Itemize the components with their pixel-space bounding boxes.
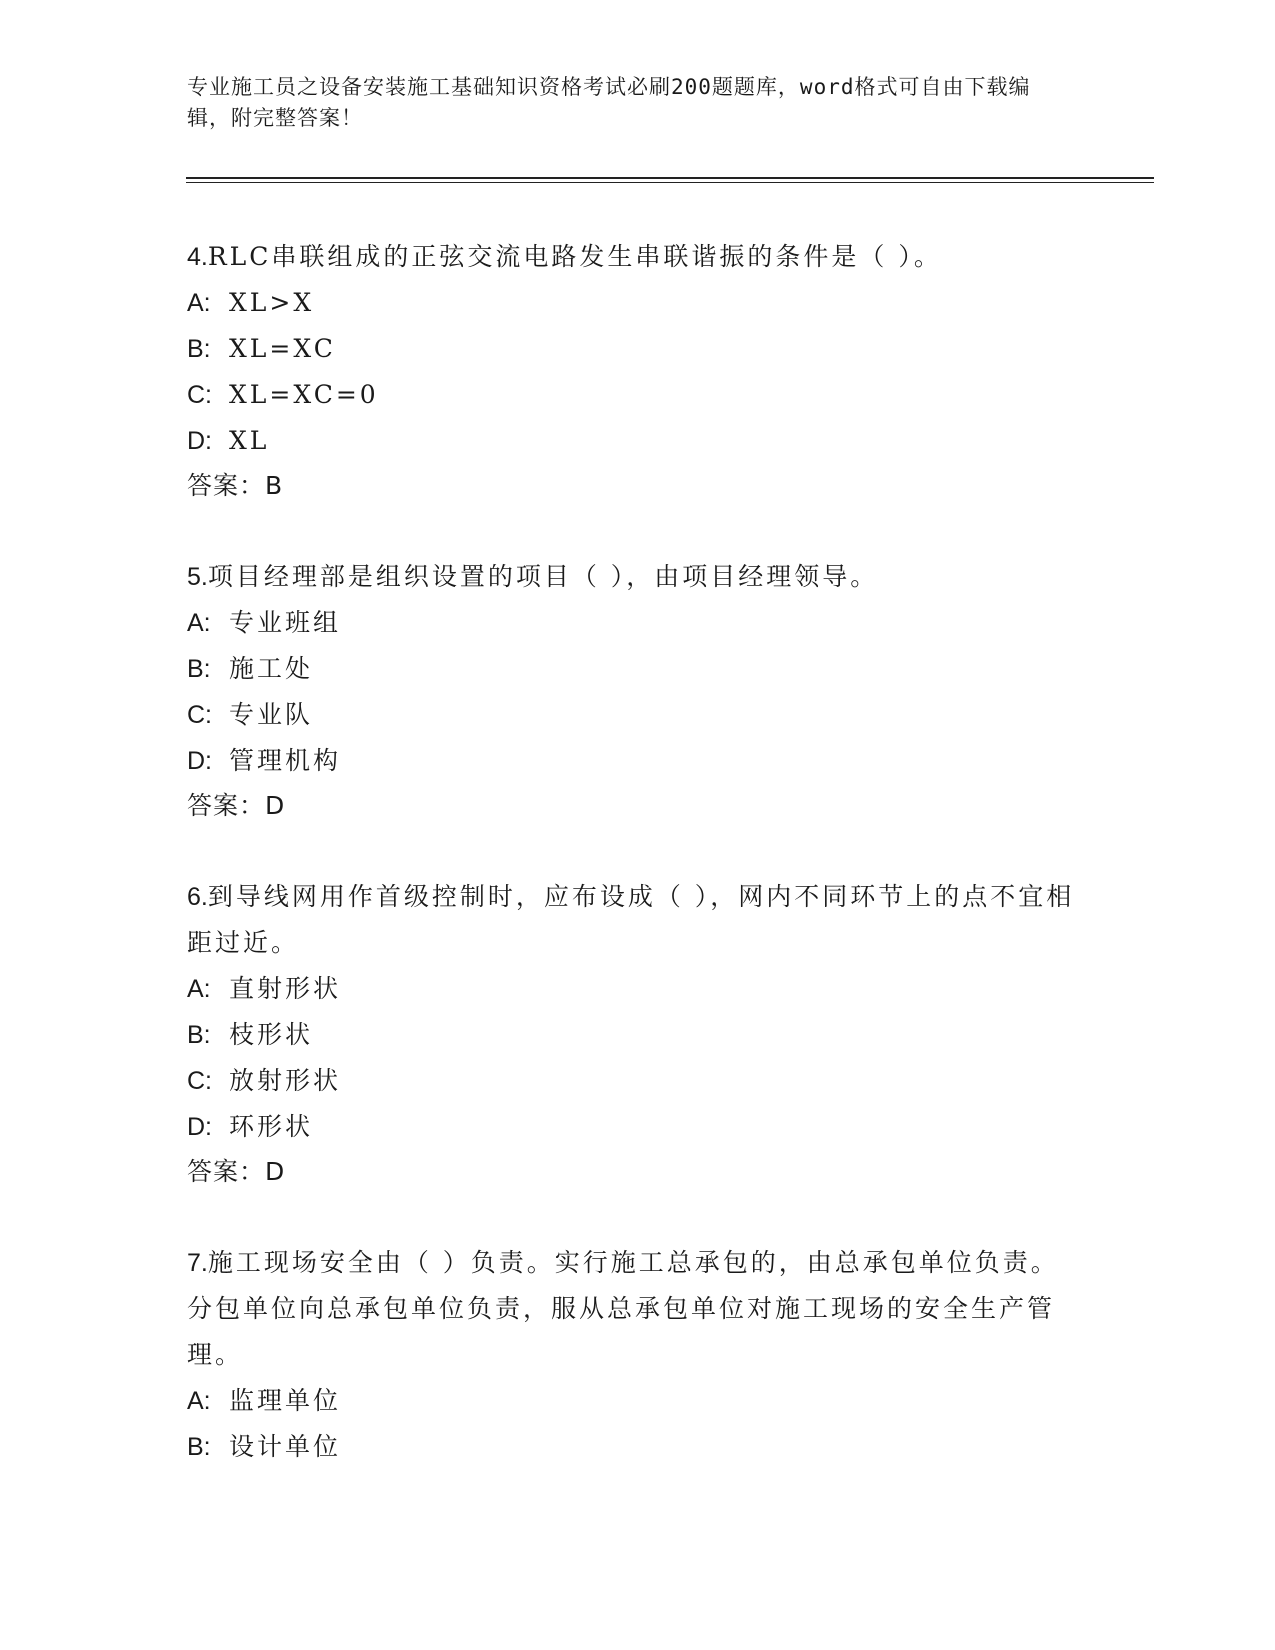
option-text: 管理机构 — [229, 746, 342, 775]
option-a — [187, 1378, 1077, 1424]
question-number: 4. — [187, 243, 208, 271]
option-letter: D: — [187, 427, 212, 455]
option-text: 放射形状 — [229, 1066, 342, 1095]
option-letter: C: — [187, 701, 212, 729]
option-a — [187, 280, 1077, 326]
option-text: 环形状 — [229, 1112, 314, 1141]
option-text: 专业队 — [229, 700, 314, 729]
option-c — [187, 692, 1077, 738]
header-rule-thin — [186, 182, 1154, 183]
question-stem — [187, 874, 1077, 966]
option-text: 设计单位 — [229, 1432, 342, 1461]
option-letter: A: — [187, 289, 211, 317]
option-text: 枝形状 — [229, 1020, 314, 1049]
option-text: 施工处 — [229, 654, 314, 683]
option-text: 专业班组 — [229, 608, 342, 637]
question-number: 6. — [187, 883, 208, 911]
option-b — [187, 1012, 1077, 1058]
document-header: 专业施工员之设备安装施工基础知识资格考试必刷200题题库，word格式可自由下载编辑，附完整答案！ — [187, 75, 1031, 130]
answer-line: 答案：D — [187, 791, 286, 820]
option-text: 直射形状 — [229, 974, 342, 1003]
option-letter: D: — [187, 1113, 212, 1141]
option-text: XL — [229, 426, 270, 455]
option-text: 监理单位 — [229, 1386, 342, 1415]
option-letter: B: — [187, 335, 211, 363]
option-letter: A: — [187, 609, 211, 637]
question-4 — [187, 234, 1077, 508]
answer-line: 答案：D — [187, 1157, 286, 1186]
question-text: 到导线网用作首级控制时，应布设成（ ），网内不同环节上的点不宜相距过近。 — [187, 882, 1075, 957]
option-d — [187, 1104, 1077, 1150]
option-c — [187, 372, 1077, 418]
option-a — [187, 966, 1077, 1012]
option-letter: C: — [187, 1067, 212, 1095]
question-number: 7. — [187, 1249, 208, 1277]
option-c — [187, 1058, 1077, 1104]
option-d — [187, 738, 1077, 784]
question-5 — [187, 554, 1077, 828]
question-7 — [187, 1240, 1077, 1470]
option-letter: C: — [187, 381, 212, 409]
header-rule-thick — [186, 177, 1154, 179]
question-6 — [187, 874, 1077, 1194]
option-b — [187, 646, 1077, 692]
option-letter: B: — [187, 655, 211, 683]
option-b — [187, 1424, 1077, 1470]
question-text: 项目经理部是组织设置的项目（ ），由项目经理领导。 — [207, 562, 879, 591]
option-letter: A: — [187, 1387, 211, 1415]
option-letter: B: — [187, 1433, 211, 1461]
question-stem — [187, 554, 1077, 600]
option-letter: D: — [187, 747, 212, 775]
question-stem — [187, 234, 1077, 280]
question-list — [187, 234, 1077, 1516]
option-letter: A: — [187, 975, 211, 1003]
option-a — [187, 600, 1077, 646]
option-text: XL=XC — [229, 334, 336, 363]
question-text: RLC串联组成的正弦交流电路发生串联谐振的条件是（ ）。 — [207, 242, 942, 271]
option-b — [187, 326, 1077, 372]
option-letter: B: — [187, 1021, 211, 1049]
option-d — [187, 418, 1077, 464]
option-text: XL>X — [229, 288, 315, 317]
question-text: 施工现场安全由（ ）负责。实行施工总承包的，由总承包单位负责。分包单位向总承包单位负责，服从总承包单位对施工现场的安全生产管理。 — [187, 1248, 1059, 1369]
answer-line: 答案：B — [187, 471, 284, 500]
option-text: XL=XC=0 — [229, 380, 379, 409]
question-number: 5. — [187, 563, 208, 591]
question-stem — [187, 1240, 1077, 1378]
